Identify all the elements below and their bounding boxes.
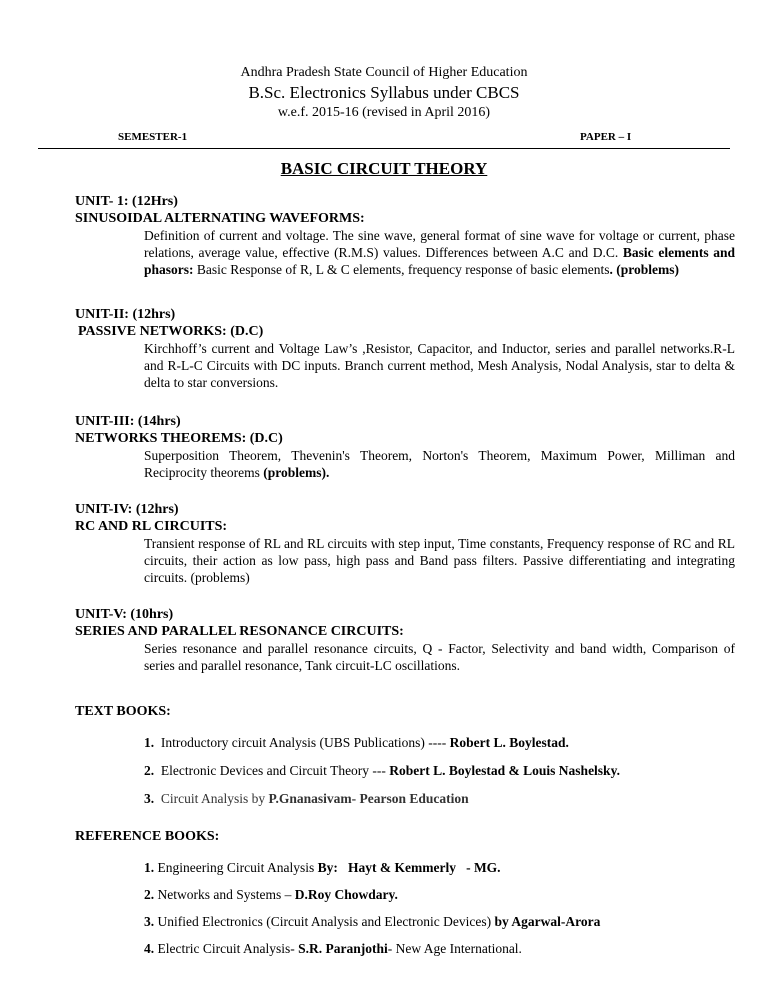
book-title: Electronic Devices and Circuit Theory --- [160, 763, 390, 778]
unit-5 [75, 606, 735, 674]
unit-description: Transient response of RL and RL circuits with step input, Time constants, Frequency response of RC and RL circuits, their action as low pass, high pass and Band pass filters. Passive differentiating and integrating circuits. (problems) [144, 536, 735, 585]
text-book-item [144, 763, 620, 779]
book-author: Robert L. Boylestad & Louis Nashelsky. [389, 763, 620, 778]
council-name: Andhra Pradesh State Council of Higher Education [240, 65, 528, 80]
text-book-item [144, 791, 469, 807]
book-number: 1. [144, 735, 155, 750]
unit-desc-text: Definition of current and voltage. The sine wave, general format of sine wave for voltage or current, phase relations, average value, effective (R.M.S) values. Differences between A.C and D.C. [144, 228, 735, 260]
reference-book-item [144, 914, 600, 930]
page-title-text: BASIC CIRCUIT THEORY [280, 159, 488, 178]
unit-heading: UNIT-IV: (12hrs) [75, 502, 179, 517]
reference-book-item [144, 860, 501, 876]
unit-desc-bold: (problems). [263, 465, 330, 480]
unit-topic: PASSIVE NETWORKS: (D.C) [78, 324, 264, 339]
book-author: S.R. Paranjothi [298, 941, 388, 956]
book-author: By: Hayt & Kemmerly - MG. [317, 860, 501, 875]
book-publisher: - New Age International. [387, 941, 522, 956]
reference-book-item [144, 887, 398, 903]
unit-topic: NETWORKS THEOREMS: (D.C) [75, 431, 283, 446]
unit-description [144, 227, 735, 278]
header-divider [38, 148, 730, 149]
course-title: B.Sc. Electronics Syllabus under CBCS [248, 83, 520, 102]
unit-3 [75, 413, 735, 481]
book-title: Unified Electronics (Circuit Analysis and Electronic Devices) [157, 914, 495, 929]
unit-1 [75, 193, 735, 278]
unit-4 [75, 501, 735, 586]
book-number: 4. [144, 941, 155, 956]
unit-2 [75, 306, 735, 391]
reference-book-item [144, 941, 522, 957]
unit-topic: RC AND RL CIRCUITS: [75, 519, 228, 534]
book-author: by Agarwal-Arora [494, 914, 601, 929]
unit-topic: SERIES AND PARALLEL RESONANCE CIRCUITS: [75, 624, 404, 639]
paper-label: PAPER – I [580, 131, 632, 143]
page-title [0, 159, 768, 179]
semester-label: SEMESTER-1 [118, 131, 188, 143]
reference-books-heading: REFERENCE BOOKS: [75, 829, 220, 844]
unit-topic: SINUSOIDAL ALTERNATING WAVEFORMS: [75, 211, 365, 226]
text-book-item [144, 735, 569, 751]
effective-date: w.e.f. 2015-16 (revised in April 2016) [277, 105, 491, 120]
unit-heading: UNIT-II: (12hrs) [75, 307, 176, 322]
unit-heading: UNIT-V: (10hrs) [75, 607, 174, 622]
book-author: D.Roy Chowdary. [294, 887, 398, 902]
book-title: Circuit Analysis by [160, 791, 269, 806]
book-number: 3. [144, 791, 155, 806]
book-author: P.Gnanasivam- Pearson Education [268, 791, 469, 806]
unit-description: Kirchhoff’s current and Voltage Law’s ,Resistor, Capacitor, and Inductor, series and parallel networks.R-L and R-L-C Circuits with DC inputs. Branch current method, Mesh Analysis, Nodal Analysis, star to delta & delta to star conversions. [144, 341, 735, 390]
text-books-heading: TEXT BOOKS: [75, 704, 171, 719]
unit-desc-bold: . (problems) [609, 262, 680, 277]
unit-desc-text: Basic Response of R, L & C elements, frequency response of basic elements [193, 262, 610, 277]
book-number: 1. [144, 860, 155, 875]
book-title: Introductory circuit Analysis (UBS Publications) ---- [160, 735, 450, 750]
unit-heading: UNIT-III: (14hrs) [75, 414, 181, 429]
unit-description [144, 447, 735, 481]
book-title: Engineering Circuit Analysis [157, 860, 318, 875]
unit-heading: UNIT- 1: (12Hrs) [75, 194, 178, 209]
book-title: Networks and Systems – [157, 887, 295, 902]
book-number: 3. [144, 914, 155, 929]
unit-description: Series resonance and parallel resonance circuits, Q - Factor, Selectivity and band width, Comparison of series and parallel resonance, Tank circuit-LC oscillations. [144, 641, 735, 673]
unit-desc-bold: Basic elements and phasors: [144, 245, 735, 277]
book-title: Electric Circuit Analysis- [157, 941, 299, 956]
book-number: 2. [144, 763, 155, 778]
book-author: Robert L. Boylestad. [449, 735, 569, 750]
book-number: 2. [144, 887, 155, 902]
unit-desc-text: Superposition Theorem, Thevenin's Theorem, Norton's Theorem, Maximum Power, Milliman and Reciprocity theorems [144, 448, 735, 480]
